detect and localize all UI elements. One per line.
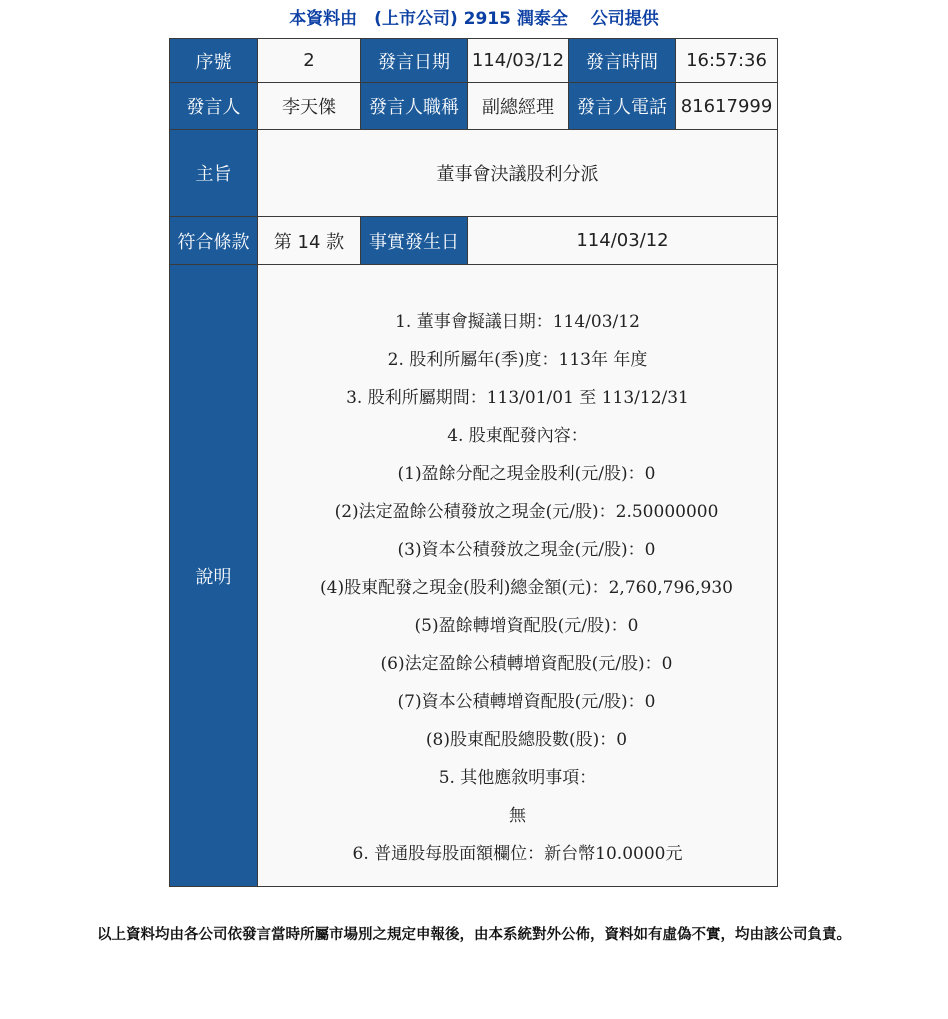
seq-label: 序號: [170, 39, 258, 83]
description-line: 2. 股利所屬年(季)度：113年 年度: [387, 350, 648, 370]
subject-value: 董事會決議股利分派: [258, 130, 778, 217]
fact-date-label: 事實發生日: [361, 217, 468, 265]
table-row: [170, 130, 778, 217]
table-row: [170, 39, 778, 83]
speaker-label: 發言人: [170, 83, 258, 130]
seq-value: 2: [258, 39, 361, 83]
table-row: [170, 217, 778, 265]
description-label: 說明: [170, 265, 258, 887]
description-line: (3)資本公積發放之現金(元/股)：0: [397, 540, 656, 560]
description-line: 3. 股利所屬期間：113/01/01 至 113/12/31: [346, 388, 689, 408]
date-label: 發言日期: [361, 39, 468, 83]
speaker-phone-value: 81617999: [676, 83, 778, 130]
description-line: (1)盈餘分配之現金股利(元/股)：0: [397, 464, 656, 484]
time-label: 發言時間: [569, 39, 676, 83]
description-line: (6)法定盈餘公積轉增資配股(元/股)：0: [380, 654, 673, 674]
description-content: [258, 265, 778, 887]
description-line: 4. 股東配發內容：: [447, 426, 588, 446]
description-line: (5)盈餘轉增資配股(元/股)：0: [414, 616, 639, 636]
description-line: (2)法定盈餘公積發放之現金(元/股)：2.50000000: [334, 502, 719, 522]
speaker-title-value: 副總經理: [468, 83, 569, 130]
description-line: 5. 其他應敘明事項：: [438, 768, 597, 788]
description-line: (7)資本公積轉增資配股(元/股)：0: [397, 692, 656, 712]
speaker-phone-label: 發言人電話: [569, 83, 676, 130]
speaker-title-label: 發言人職稱: [361, 83, 468, 130]
table-row: [170, 83, 778, 130]
description-line: 1. 董事會擬議日期：114/03/12: [395, 312, 640, 332]
date-value: 114/03/12: [468, 39, 569, 83]
speaker-value: 李天傑: [258, 83, 361, 130]
time-value: 16:57:36: [676, 39, 778, 83]
description-line: 無: [509, 806, 526, 826]
clause-value: 第 14 款: [258, 217, 361, 265]
description-line: (4)股東配發之現金(股利)總金額(元)：2,760,796,930: [320, 578, 733, 598]
description-line: (8)股東配股總股數(股)：0: [425, 730, 628, 750]
fact-date-value: 114/03/12: [468, 217, 778, 265]
announcement-table: [169, 38, 778, 887]
disclaimer-text: 以上資料均由各公司依發言當時所屬市場別之規定申報後，由本系統對外公佈，資料如有虛偽不實，均由該公司負責。: [97, 927, 851, 943]
table-row: [170, 265, 778, 887]
subject-label: 主旨: [170, 130, 258, 217]
page-title: 本資料由 (上市公司) 2915 潤泰全 公司提供: [289, 9, 659, 29]
clause-label: 符合條款: [170, 217, 258, 265]
description-line: 6. 普通股每股面額欄位：新台幣10.0000元: [352, 844, 683, 864]
